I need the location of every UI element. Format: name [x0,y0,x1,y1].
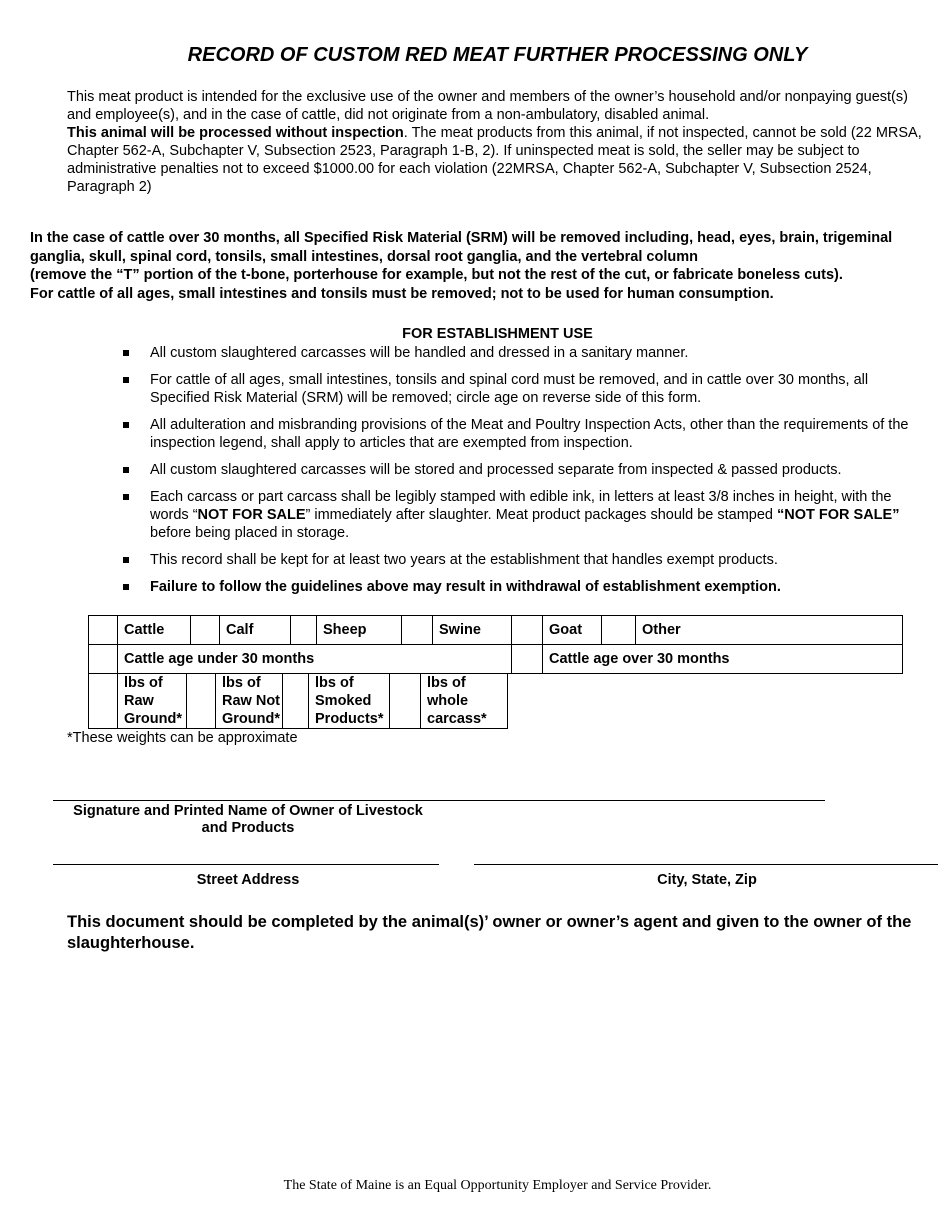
weights-row [89,674,508,729]
age-over-label: Cattle age over 30 months [543,645,903,674]
species-goat-label: Goat [543,616,602,645]
age-row [89,645,903,674]
raw-not-ground-label: lbs of Raw Not Ground* [216,674,283,729]
rule-item: All custom slaughtered carcasses will be stored and processed separate from inspected & passed products. [121,461,931,479]
no-inspection-statement: This animal will be processed without inspection [67,125,404,141]
rule-item: For cattle of all ages, small intestines, tonsils and spinal cord must be removed, and in cattle over 30 months, all Specified Risk Material (SRM) will be removed; circle age on reverse side of this form. [121,371,931,407]
goat-checkbox[interactable] [512,616,543,645]
no-inspection-details: . The meat products from this animal, if not inspected, cannot be sold (22 MRSA, Chapter 562-A, Subchapter V, Subsection 2523, Paragraph 1-B, 2). If uninspected meat is sold, the seller may be subject to administrative penalties not to exceed $1000.00 for each violation (22MRSA, Chapter 562-A, Subchapter V, Subsection 2524, Paragraph 2) [67,125,922,195]
intro-paragraph-1: This meat product is intended for the exclusive use of the owner and members of the owner’s household and/or nonpaying guest(s) and employee(s), and in the case of cattle, did not originate from a non-ambulatory, disabled animal. [67,89,908,123]
not-for-sale-text: NOT FOR SALE [197,507,306,523]
species-sheep-label: Sheep [317,616,402,645]
smoked-weight-field[interactable] [283,674,309,729]
species-table [88,615,903,674]
species-calf-label: Calf [220,616,291,645]
stamp-rule-text: Each carcass or part carcass shall be legibly stamped with edible ink, in letters at least 3/8 inches in height, with the words “ [150,489,892,523]
raw-ground-weight-field[interactable] [89,674,118,729]
footer-statement: The State of Maine is an Equal Opportunity Employer and Service Provider. [283,1178,712,1193]
species-row [89,616,903,645]
srm-line-2: (remove the “T” portion of the t-bone, porterhouse for example, but not the rest of the cut, or fabricate boneless cuts). [30,267,843,283]
species-other-label: Other [636,616,903,645]
establishment-heading: FOR ESTABLISHMENT USE [402,326,593,342]
completion-instructions: This document should be completed by the animal(s)’ owner or owner’s agent and given to the owner of the slaughterhouse. [67,913,912,952]
city-state-zip-label: City, State, Zip [657,872,757,888]
street-address-label: Street Address [196,872,300,888]
age-under-label: Cattle age under 30 months [118,645,512,674]
rule-item: All adulteration and misbranding provisions of the Meat and Poultry Inspection Acts, other than the requirements of the inspection legend, shall apply to articles that are exempted from inspection. [121,416,931,452]
owner-signature-label: Signature and Printed Name of Owner of Livestock and Products [73,803,423,836]
street-address-line[interactable] [53,864,439,865]
srm-line-3: For cattle of all ages, small intestines and tonsils must be removed; not to be used for human consumption. [30,285,774,302]
whole-carcass-weight-field[interactable] [390,674,421,729]
stamp-rule-text: before being placed in storage. [150,525,350,541]
establishment-rules-list [121,344,931,596]
owner-signature-line[interactable] [53,800,825,801]
species-cattle-label: Cattle [118,616,191,645]
sheep-checkbox[interactable] [291,616,317,645]
srm-line-1: In the case of cattle over 30 months, all Specified Risk Material (SRM) will be removed including, head, eyes, brain, trigeminal ganglia, skull, spinal cord, tonsils, small intestines, dorsal root ganglia, and the vertebral column [30,230,893,265]
raw-not-ground-weight-field[interactable] [187,674,216,729]
whole-carcass-label: lbs of whole carcass* [421,674,508,729]
page-title: RECORD OF CUSTOM RED MEAT FURTHER PROCESSING ONLY [187,44,808,66]
over-30-months-checkbox[interactable] [512,645,543,674]
rule-item: All custom slaughtered carcasses will be handled and dressed in a sanitary manner. [121,344,931,362]
not-for-sale-text: “NOT FOR SALE” [777,507,900,523]
under-30-months-checkbox[interactable] [89,645,118,674]
stamp-rule-text: ” immediately after slaughter. Meat product packages should be stamped [305,507,778,523]
other-checkbox[interactable] [602,616,636,645]
intro-paragraph-2 [67,124,925,196]
calf-checkbox[interactable] [191,616,220,645]
smoked-label: lbs of Smoked Products* [309,674,390,729]
rule-item-stamp [121,488,931,542]
weights-table [88,673,508,729]
cattle-checkbox[interactable] [89,616,118,645]
rule-item-failure: Failure to follow the guidelines above may result in withdrawal of establishment exemption. [121,578,931,596]
species-swine-label: Swine [433,616,512,645]
intro-section [67,88,925,196]
weights-note: *These weights can be approximate [67,730,298,746]
rule-item-retention: This record shall be kept for at least two years at the establishment that handles exempt products. [121,551,931,569]
raw-ground-label: lbs of Raw Ground* [118,674,187,729]
swine-checkbox[interactable] [402,616,433,645]
srm-notice [30,229,930,303]
city-state-zip-line[interactable] [474,864,938,865]
